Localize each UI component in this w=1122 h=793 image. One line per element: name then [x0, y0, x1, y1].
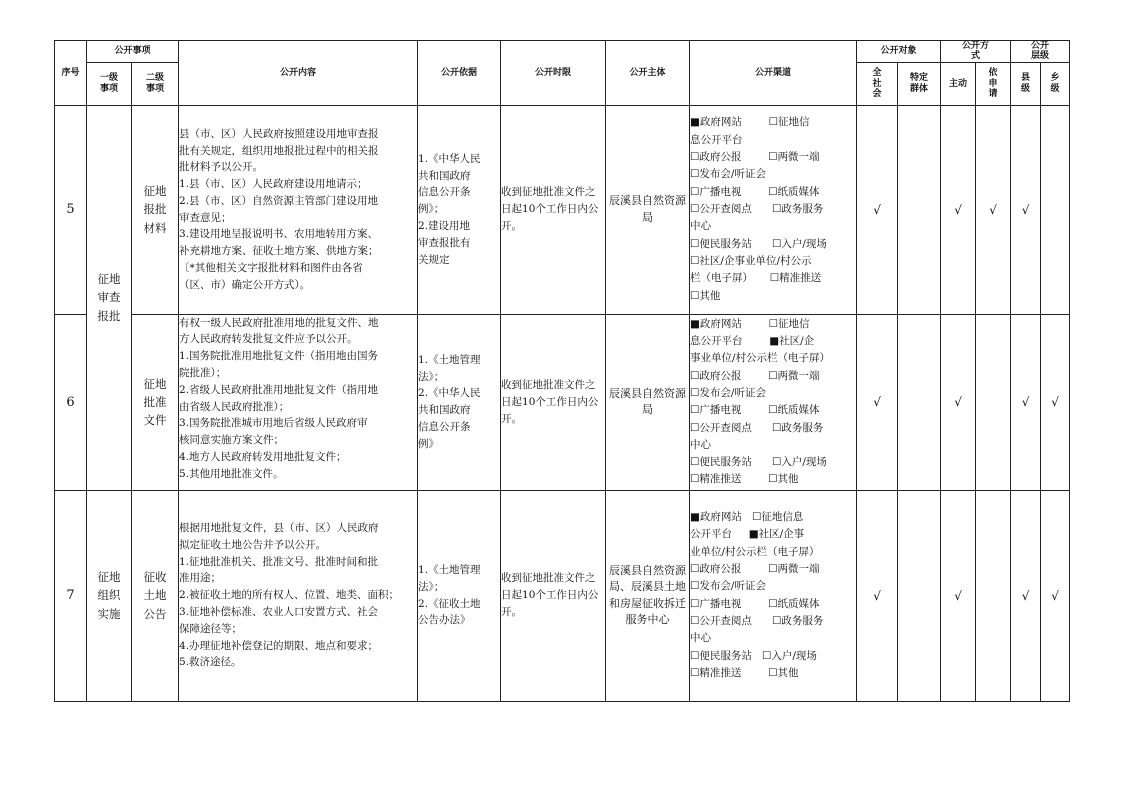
row-basis: 1.《中华人民 共和国政府 信息公开条 例》； 2.建设用地 审查报批有 关规定	[418, 105, 501, 314]
row-content: 县（市、区）人民政府按照建设用地审查报 批有关规定，组织用地报批过程中的相关报 批材料予以公开。 1.县（市、区）人民政府建设用地请示； 2.县（市、区）自然资源主管部门建设用地 审查意见； 3.建设用地呈报说明书、农用地转用方案、 补充耕地方案、征收土地方案、供地方案； 〔*其他相关文字报批材料和图件由各省 （区、市）确定公开方式）。	[179, 105, 418, 314]
row-channels: ■政府网站 ☐征地信 息公开平台 ☐政府公报 ☐两微一端 ☐发布会/听证会 ☐广播电视 ☐纸质媒体 ☐公开查阅点 ☐政务服务 中心 ☐便民服务站 ☐入户/现场 ☐社区/企事业单位/村公示 栏（电子屏） ☐精准推送 ☐其他	[690, 105, 857, 314]
header-seq: 序号	[55, 41, 87, 106]
header-time-limit: 公开时限	[501, 41, 606, 106]
row-level-county-check: √	[1011, 314, 1041, 490]
disclosure-table	[54, 40, 1070, 702]
row-item-l2: 征收土地公告	[132, 490, 179, 701]
row-seq: 7	[55, 490, 87, 701]
row-subject: 辰溪县自然资源局	[606, 105, 690, 314]
header-method-group: 公开方式	[941, 41, 1011, 63]
row-level-town-check: √	[1041, 490, 1070, 701]
row-item-l2: 征地报批材料	[132, 105, 179, 314]
header-audience-all: 全社会	[857, 62, 898, 105]
row-audience-all-check: √	[857, 490, 898, 701]
row-seq: 6	[55, 314, 87, 490]
header-method-active: 主动	[941, 62, 976, 105]
row-item-l1: 征地组织实施	[87, 490, 132, 701]
row-content: 有权一级人民政府批准用地的批复文件、地 方人民政府转发批复文件应予以公开。 1.国务院批准用地批复文件（指用地由国务 院批准）； 2.省级人民政府批准用地批复文件（指用地 由省级人民政府批准）； 3.国务院批准城市用地后省级人民政府审 核同意实施方案文件； 4.地方人民政府转发用地批复文件； 5.其他用地批准文件。	[179, 314, 418, 490]
header-item-group: 公开事项	[87, 41, 179, 63]
table-row	[55, 314, 1070, 490]
header-channels: 公开渠道	[690, 41, 857, 106]
header-audience-group: 公开对象	[857, 41, 941, 63]
row-time-limit: 收到征地批准文件之日起10个工作日内公开。	[501, 314, 606, 490]
row-basis: 1.《土地管理 法》； 2.《征收土地 公告办法》	[418, 490, 501, 701]
table-row	[55, 490, 1070, 701]
row-seq: 5	[55, 105, 87, 314]
row-level-town-check	[1041, 105, 1070, 314]
header-item-l2: 二级事项	[132, 62, 179, 105]
header-subject: 公开主体	[606, 41, 690, 106]
row-method-request-check	[976, 490, 1011, 701]
row-time-limit: 收到征地批准文件之日起10个工作日内公开。	[501, 105, 606, 314]
header-level-county: 县级	[1011, 62, 1041, 105]
row-method-request-check	[976, 314, 1011, 490]
header-basis: 公开依据	[418, 41, 501, 106]
row-content: 根据用地批复文件，县（市、区）人民政府 拟定征收土地公告并予以公开。 1.征地批准机关、批准文号、批准时间和批 准用途； 2.被征收土地的所有权人、位置、地类、面积； 3.征地补偿标准、农业人口安置方式、社会 保障途径等； 4.办理征地补偿登记的期限、地点和要求； 5.救济途径。	[179, 490, 418, 701]
row-time-limit: 收到征地批准文件之日起10个工作日内公开。	[501, 490, 606, 701]
header-audience-specific: 特定群体	[898, 62, 941, 105]
row-method-active-check: √	[941, 314, 976, 490]
row-level-county-check: √	[1011, 105, 1041, 314]
row-subject: 辰溪县自然资源局、辰溪县土地和房屋征收拆迁服务中心	[606, 490, 690, 701]
header-level-town: 乡级	[1041, 62, 1070, 105]
header-method-request: 依申请	[976, 62, 1011, 105]
header-content: 公开内容	[179, 41, 418, 106]
row-method-request-check: √	[976, 105, 1011, 314]
header-level-group: 公开层级	[1011, 41, 1070, 63]
row-item-l1: 征地审查报批	[87, 105, 132, 490]
row-method-active-check: √	[941, 490, 976, 701]
row-level-town-check: √	[1041, 314, 1070, 490]
table-row	[55, 105, 1070, 314]
row-audience-all-check: √	[857, 105, 898, 314]
row-channels: ■政府网站 ☐征地信 息公开平台 ■社区/企 事业单位/村公示栏（电子屏） ☐政府公报 ☐两微一端 ☐发布会/听证会 ☐广播电视 ☐纸质媒体 ☐公开查阅点 ☐政务服务 中心 ☐便民服务站 ☐入户/现场 ☐精准推送 ☐其他	[690, 314, 857, 490]
row-level-county-check: √	[1011, 490, 1041, 701]
row-basis: 1.《土地管理 法》； 2.《中华人民 共和国政府 信息公开条 例》	[418, 314, 501, 490]
row-method-active-check: √	[941, 105, 976, 314]
row-channels: ■政府网站 ☐征地信息 公开平台 ■社区/企事 业单位/村公示栏（电子屏） ☐政府公报 ☐两微一端 ☐发布会/听证会 ☐广播电视 ☐纸质媒体 ☐公开查阅点 ☐政务服务 中心 ☐便民服务站 ☐入户/现场 ☐精准推送 ☐其他	[690, 490, 857, 701]
row-audience-specific-check	[898, 105, 941, 314]
row-audience-specific-check	[898, 314, 941, 490]
header-item-l1: 一级事项	[87, 62, 132, 105]
row-subject: 辰溪县自然资源局	[606, 314, 690, 490]
row-audience-specific-check	[898, 490, 941, 701]
row-audience-all-check: √	[857, 314, 898, 490]
row-item-l2: 征地批准文件	[132, 314, 179, 490]
